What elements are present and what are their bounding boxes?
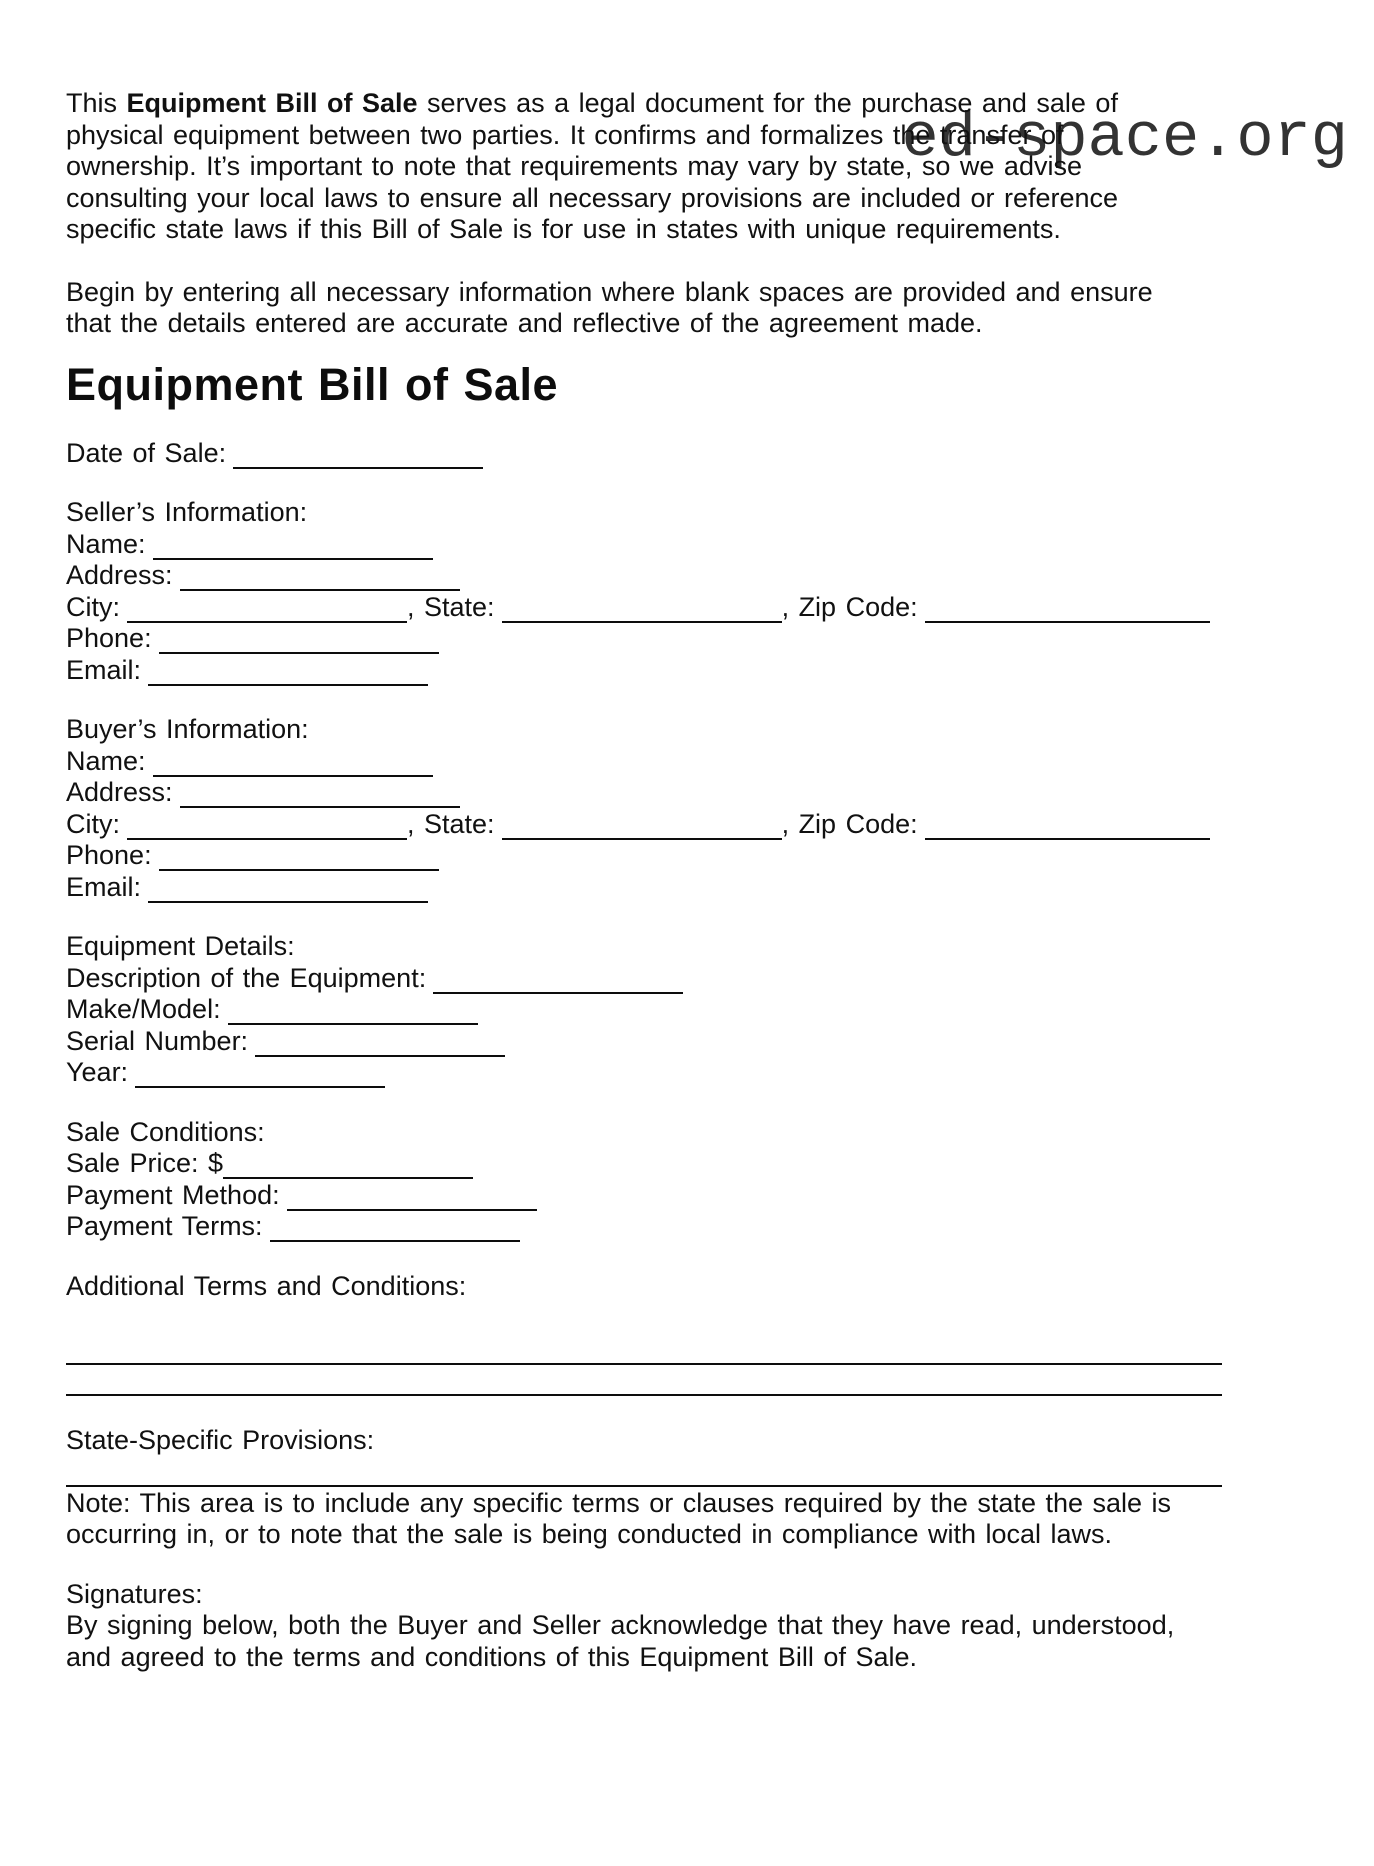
buyer-name-line <box>66 746 1308 778</box>
seller-city-state-zip-line <box>66 592 1308 624</box>
equipment-make-model-label: Make/Model: <box>66 994 221 1024</box>
seller-name-label: Name: <box>66 528 146 559</box>
document-content <box>0 88 1374 1673</box>
intro-line-3: ownership. It’s important to note that requirements may vary by state, so we advise <box>66 151 1082 181</box>
sale-price-label: Sale Price: $ <box>66 1148 224 1178</box>
buyer-city-label: City: <box>66 808 120 839</box>
seller-state-blank[interactable] <box>502 620 782 623</box>
date-of-sale-blank[interactable] <box>233 466 483 469</box>
state-provisions-note-line-1: Note: This area is to include any specific terms or clauses required by the state the sale is <box>66 1487 1172 1518</box>
payment-terms-label: Payment Terms: <box>66 1211 263 1241</box>
date-of-sale-line <box>66 438 1308 470</box>
state-provisions-rule-line <box>66 1456 1308 1488</box>
buyer-zip-blank[interactable] <box>925 837 1210 840</box>
payment-terms-line <box>66 1211 1308 1243</box>
signatures-ack-line-1: By signing below, both the Buyer and Seller acknowledge that they have read, understood, <box>66 1610 1175 1640</box>
instructions-line-2: that the details entered are accurate and reflective of the agreement made. <box>66 308 983 338</box>
additional-terms-spacer <box>66 1302 1308 1334</box>
intro-line-4: consulting your local laws to ensure all necessary provisions are included or reference <box>66 182 1119 213</box>
seller-name-line <box>66 529 1308 561</box>
buyer-phone-line <box>66 840 1308 872</box>
additional-terms-section <box>66 1271 1308 1397</box>
seller-zip-blank[interactable] <box>925 620 1210 623</box>
equipment-make-model-line <box>66 994 1308 1026</box>
state-provisions-note-line-2: occurring in, or to note that the sale is being conducted in compliance with local laws. <box>66 1519 1113 1549</box>
equipment-description-line <box>66 963 1308 995</box>
watermark-logo: ed-space.org <box>901 103 1348 174</box>
sale-conditions-header: Sale Conditions: <box>66 1116 265 1147</box>
signatures-header: Signatures: <box>66 1578 203 1609</box>
equipment-make-model-blank[interactable] <box>228 1022 478 1025</box>
intro-line-1 <box>66 88 1308 120</box>
intro-line-5: specific state laws if this Bill of Sale is for use in states with unique requirements. <box>66 214 1061 244</box>
equipment-description-label: Description of the Equipment: <box>66 962 427 993</box>
intro-paragraph <box>66 88 1308 246</box>
seller-phone-line <box>66 623 1308 655</box>
buyer-email-blank[interactable] <box>148 900 428 903</box>
signatures-section <box>66 1579 1308 1674</box>
seller-section-header: Seller’s Information: <box>66 497 308 527</box>
payment-method-label: Payment Method: <box>66 1179 280 1210</box>
buyer-phone-label: Phone: <box>66 840 152 870</box>
buyer-email-label: Email: <box>66 871 142 902</box>
buyer-name-label: Name: <box>66 745 146 776</box>
seller-zip-label: , Zip Code: <box>781 591 918 622</box>
additional-terms-rule-line-2 <box>66 1365 1308 1397</box>
intro-line-1-bold: Equipment Bill of Sale <box>126 88 418 118</box>
state-provisions-blank[interactable] <box>66 1484 1222 1487</box>
intro-line-1-pre: This <box>66 88 127 118</box>
buyer-section-header: Buyer’s Information: <box>66 714 309 744</box>
intro-line-1-post: serves as a legal document for the purchase and sale of <box>417 88 1118 118</box>
equipment-year-label: Year: <box>66 1057 129 1087</box>
document-page <box>0 88 1374 1866</box>
signatures-ack-line-2: and agreed to the terms and conditions of this Equipment Bill of Sale. <box>66 1641 917 1672</box>
buyer-state-blank[interactable] <box>502 837 782 840</box>
instructions-line-1: Begin by entering all necessary information where blank spaces are provided and ensure <box>66 276 1153 307</box>
buyer-email-line <box>66 872 1308 904</box>
payment-method-line <box>66 1180 1308 1212</box>
buyer-address-line <box>66 777 1308 809</box>
buyer-address-label: Address: <box>66 777 173 807</box>
seller-address-line <box>66 560 1308 592</box>
instructions-paragraph <box>66 277 1308 340</box>
date-row <box>66 438 1308 470</box>
equipment-serial-line <box>66 1026 1308 1058</box>
seller-email-label: Email: <box>66 654 142 685</box>
additional-terms-blank-2[interactable] <box>66 1393 1222 1396</box>
seller-phone-label: Phone: <box>66 623 152 653</box>
sale-conditions-section <box>66 1117 1308 1243</box>
sale-price-line <box>66 1148 1308 1180</box>
seller-city-label: City: <box>66 591 120 622</box>
seller-state-label: , State: <box>407 591 495 622</box>
equipment-year-blank[interactable] <box>135 1085 385 1088</box>
buyer-state-label: , State: <box>407 808 495 839</box>
buyer-zip-label: , Zip Code: <box>781 808 918 839</box>
payment-terms-blank[interactable] <box>270 1239 520 1242</box>
seller-phone-blank[interactable] <box>159 651 439 654</box>
equipment-section-header: Equipment Details: <box>66 931 295 961</box>
equipment-year-line <box>66 1057 1308 1089</box>
state-provisions-header: State-Specific Provisions: <box>66 1424 375 1455</box>
intro-line-2: physical equipment between two parties. It confirms and formalizes the transfer of <box>66 119 1064 150</box>
equipment-details-section <box>66 931 1308 1089</box>
state-provisions-section <box>66 1425 1308 1551</box>
buyer-section <box>66 714 1308 903</box>
equipment-serial-label: Serial Number: <box>66 1025 249 1056</box>
seller-email-blank[interactable] <box>148 683 428 686</box>
page-title: Equipment Bill of Sale <box>66 358 559 410</box>
seller-section <box>66 497 1308 686</box>
additional-terms-rule-line-1 <box>66 1334 1308 1366</box>
seller-address-label: Address: <box>66 560 173 590</box>
seller-email-line <box>66 655 1308 687</box>
buyer-phone-blank[interactable] <box>159 868 439 871</box>
buyer-city-state-zip-line <box>66 809 1308 841</box>
date-of-sale-label: Date of Sale: <box>66 437 227 468</box>
additional-terms-header: Additional Terms and Conditions: <box>66 1270 467 1301</box>
